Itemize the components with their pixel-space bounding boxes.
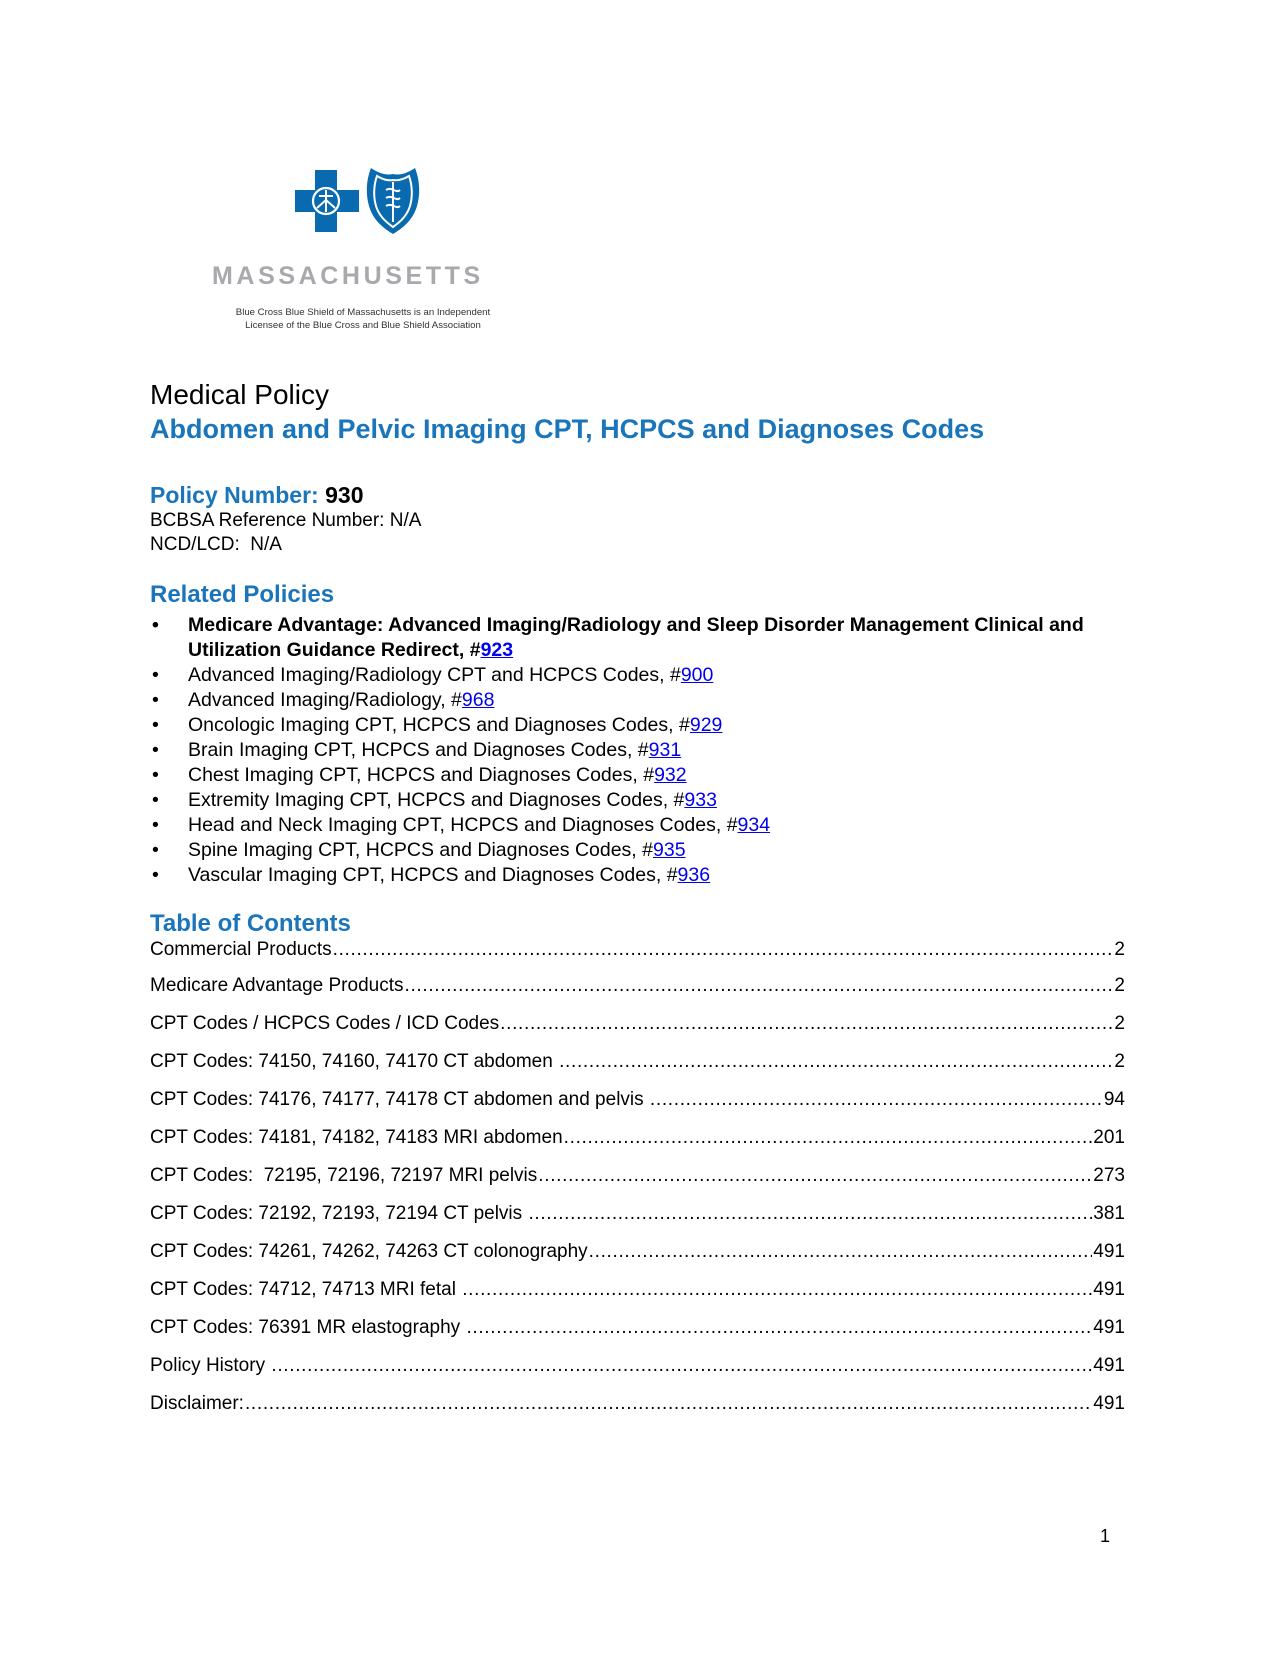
related-policy-link[interactable]: 932: [654, 764, 687, 786]
toc-entry-page: 201: [1093, 1127, 1125, 1148]
toc-entry-page: 381: [1093, 1203, 1125, 1224]
policy-number: [150, 482, 1125, 509]
toc-entry[interactable]: [150, 938, 1125, 974]
page-number: 1: [1100, 1526, 1111, 1546]
list-item: [150, 788, 1125, 813]
document-body: [150, 378, 1125, 1430]
related-policy-link[interactable]: 935: [653, 839, 686, 861]
cross-shield-icon: [293, 168, 423, 248]
related-policy-text: Brain Imaging CPT, HCPCS and Diagnoses Codes, #: [188, 739, 649, 761]
toc-entry-page: 491: [1093, 1279, 1125, 1300]
toc-entry[interactable]: [150, 1202, 1125, 1240]
toc-entry-title: Policy History: [150, 1355, 271, 1376]
toc-entry[interactable]: [150, 1392, 1125, 1430]
ncd-lcd: NCD/LCD: N/A: [150, 534, 282, 555]
toc-heading: Table of Contents: [150, 910, 351, 937]
logo-licensee-text: [212, 306, 514, 332]
document-type: Medical Policy: [150, 379, 329, 410]
toc-entry[interactable]: [150, 1088, 1125, 1126]
related-policy-text: Vascular Imaging CPT, HCPCS and Diagnoses Codes, #: [188, 864, 678, 886]
toc-entry-page: 491: [1093, 1317, 1125, 1338]
toc-entry[interactable]: [150, 1240, 1125, 1278]
toc-entry[interactable]: [150, 1050, 1125, 1088]
related-policy-text: Oncologic Imaging CPT, HCPCS and Diagnoses Codes, #: [188, 714, 690, 736]
toc-entry[interactable]: [150, 1012, 1125, 1050]
related-policy-link[interactable]: 968: [461, 689, 495, 711]
related-policy-text: Extremity Imaging CPT, HCPCS and Diagnoses Codes, #: [188, 789, 685, 811]
licensee-line-2: Licensee of the Blue Cross and Blue Shield Association: [245, 320, 481, 331]
list-item: [150, 838, 1125, 863]
bcbsa-reference: BCBSA Reference Number: N/A: [150, 510, 422, 531]
toc-entry-title: CPT Codes: 74150, 74160, 74170 CT abdomen: [150, 1051, 559, 1072]
toc-entry[interactable]: [150, 1126, 1125, 1164]
toc-entry[interactable]: [150, 1164, 1125, 1202]
document-title: Abdomen and Pelvic Imaging CPT, HCPCS and Diagnoses Codes: [150, 414, 985, 444]
related-policy-link[interactable]: 936: [677, 864, 711, 886]
toc-entry-page: 491: [1093, 1355, 1125, 1376]
toc-entry-page: 491: [1093, 1241, 1125, 1262]
related-policies-heading: Related Policies: [150, 581, 335, 608]
related-policy-text: Advanced Imaging/Radiology, #: [188, 689, 462, 711]
list-item: [150, 738, 1125, 763]
toc-entry-title: CPT Codes: 74261, 74262, 74263 CT colonography: [150, 1241, 588, 1262]
toc-entry-page: 94: [1103, 1089, 1125, 1110]
list-item: [150, 813, 1125, 838]
toc-entry-page: 2: [1114, 975, 1125, 996]
related-policy-link[interactable]: 923: [480, 639, 514, 661]
toc-entry-title: CPT Codes: 72195, 72196, 72197 MRI pelvis: [150, 1165, 538, 1186]
related-policy-link[interactable]: 934: [737, 814, 771, 836]
list-item: [150, 688, 1125, 713]
list-item: [150, 713, 1125, 738]
related-policy-text: Medicare Advantage: Advanced Imaging/Radiology and Sleep Disorder Management Clinical and Utilization Guidance Redirect, #: [188, 614, 1084, 661]
toc-entry-title: CPT Codes: 74176, 74177, 74178 CT abdomen and pelvis: [150, 1089, 649, 1110]
toc-entry-page: 273: [1093, 1165, 1125, 1186]
toc-entry-page: 2: [1114, 1013, 1125, 1034]
toc-entry-title: Disclaimer:: [150, 1393, 244, 1414]
list-item: [150, 863, 1125, 888]
list-item: [150, 613, 1125, 663]
toc-entry-title: CPT Codes: 74712, 74713 MRI fetal: [150, 1279, 462, 1300]
related-policy-text: Advanced Imaging/Radiology CPT and HCPCS Codes, #: [188, 664, 681, 686]
related-policy-text: Chest Imaging CPT, HCPCS and Diagnoses Codes, #: [188, 764, 655, 786]
licensee-line-1: Blue Cross Blue Shield of Massachusetts is an Independent: [235, 307, 491, 318]
related-policy-link[interactable]: 900: [680, 664, 714, 686]
related-policies-section: [150, 581, 1125, 888]
toc-entry-title: CPT Codes: 72192, 72193, 72194 CT pelvis: [150, 1203, 528, 1224]
bcbs-logo: [0, 0, 1280, 350]
toc-entry[interactable]: [150, 1316, 1125, 1354]
logo-state-name: MASSACHUSETTS: [212, 262, 484, 290]
related-policies-list: [150, 613, 1125, 888]
toc-entry-page: 2: [1114, 939, 1125, 960]
related-policy-link[interactable]: 931: [648, 739, 682, 761]
related-policy-link[interactable]: 929: [689, 714, 723, 736]
related-policy-link[interactable]: 933: [684, 789, 717, 811]
table-of-contents: [150, 910, 1125, 1430]
toc-entry-title: CPT Codes / HCPCS Codes / ICD Codes: [150, 1013, 500, 1034]
toc-entry[interactable]: [150, 1278, 1125, 1316]
policy-number-label: Policy Number:: [150, 482, 319, 508]
related-policy-text: Head and Neck Imaging CPT, HCPCS and Diagnoses Codes, #: [188, 814, 738, 836]
list-item: [150, 663, 1125, 688]
related-policy-text: Spine Imaging CPT, HCPCS and Diagnoses Codes, #: [188, 839, 653, 861]
toc-entry-title: Medicare Advantage Products: [150, 975, 404, 996]
toc-entry-title: CPT Codes: 74181, 74182, 74183 MRI abdomen: [150, 1127, 563, 1148]
toc-entry-title: CPT Codes: 76391 MR elastography: [150, 1317, 466, 1338]
list-item: [150, 763, 1125, 788]
toc-entry-page: 491: [1093, 1393, 1125, 1414]
toc-entry[interactable]: [150, 1354, 1125, 1392]
toc-entry-title: Commercial Products: [150, 939, 332, 960]
toc-entry-page: 2: [1114, 1051, 1125, 1072]
policy-number-value: 930: [325, 482, 364, 508]
toc-entry[interactable]: [150, 974, 1125, 1012]
